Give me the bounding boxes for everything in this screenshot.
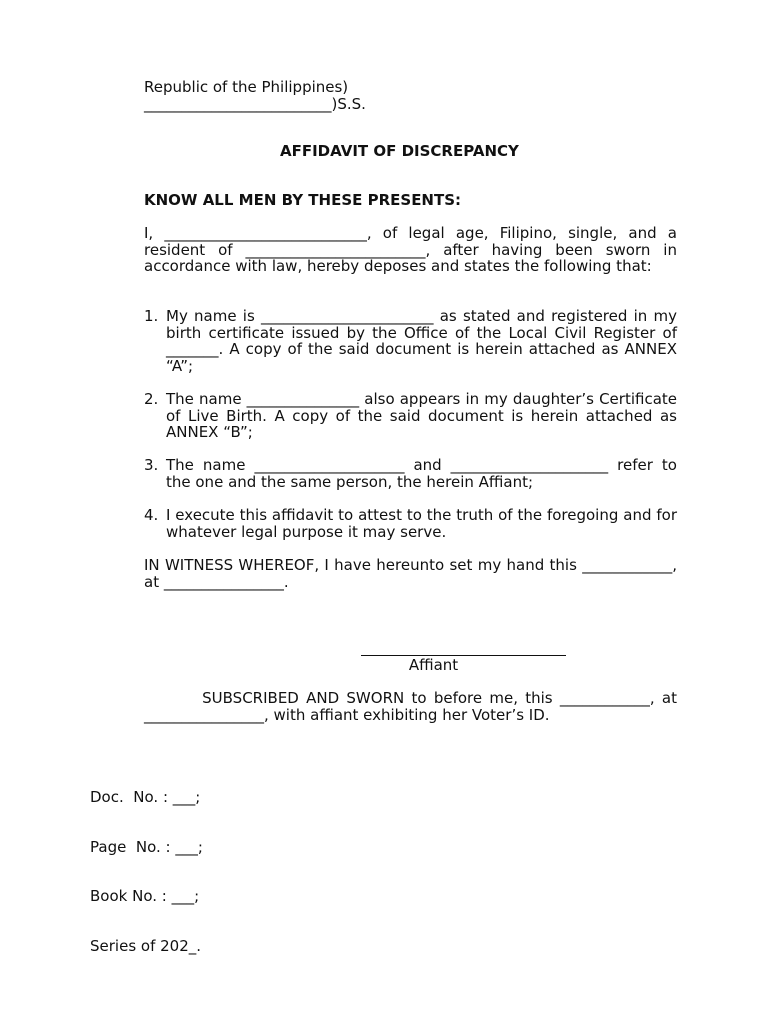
series-year: Series of 202_. (90, 936, 202, 955)
notarial-details (90, 756, 203, 987)
venue-ss-line: _________________________)S.S. (144, 95, 366, 113)
list-item-number: 4. (144, 506, 159, 524)
venue-republic: Republic of the Philippines) (144, 78, 349, 96)
book-number: Book No. : ___; (90, 887, 200, 905)
document-title: AFFIDAVIT OF DISCREPANCY (280, 142, 519, 160)
list-item-text: The name ____________________ and _____________________ refer to the one and the same person, the herein Affiant; (166, 456, 677, 491)
doc-number: Doc. No. : ___; (90, 788, 201, 806)
signature-line (361, 655, 566, 656)
list-item-number: 3. (144, 456, 159, 474)
know-all-men-heading: KNOW ALL MEN BY THESE PRESENTS: (144, 191, 462, 209)
affiant-label: Affiant (408, 656, 459, 674)
list-item-text: My name is _______________________ as stated and registered in my birth certificate issued by the Office of the Local Civil Register of _______. A copy of the said document is herein attached as ANNEX “A”; (166, 307, 677, 376)
witness-paragraph: IN WITNESS WHEREOF, I have hereunto set my hand this ____________, at ________________. (144, 556, 677, 591)
page-number: Page No. : ___; (90, 837, 203, 856)
list-item-number: 1. (144, 307, 159, 325)
subscribed-paragraph: SUBSCRIBED AND SWORN to before me, this ____________, at ________________, with affiant exhibiting her Voter’s ID. (144, 689, 682, 724)
list-item-number: 2. (144, 390, 159, 408)
intro-paragraph: I, ___________________________, of legal age, Filipino, single, and a resident of ________________________, after having been sworn in accordance with law, hereby deposes and states the following that: (144, 224, 677, 276)
list-item-text: The name _______________ also appears in my daughter’s Certificate of Live Birth. A copy of the said document is herein attached as ANNEX “B”; (166, 390, 677, 442)
list-item-text: I execute this affidavit to attest to the truth of the foregoing and for whatever legal purpose it may serve. (166, 506, 677, 541)
